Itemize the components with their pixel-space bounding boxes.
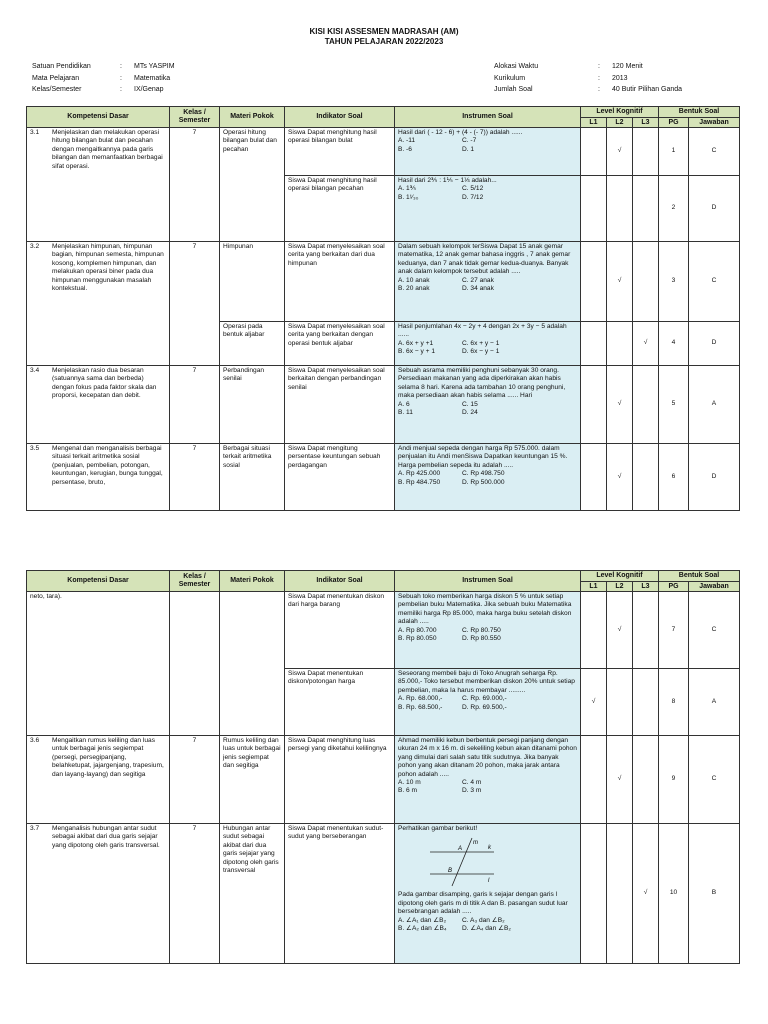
kd-text: neto, tara). bbox=[30, 593, 62, 600]
kelas-cell: 7 bbox=[170, 736, 220, 824]
option: B. 11 bbox=[398, 409, 413, 417]
option: B. 6 m bbox=[398, 787, 418, 795]
option: D. 7/12 bbox=[462, 193, 484, 201]
materi-cell: Perbandingan senilai bbox=[220, 366, 285, 444]
option: A. Rp. 68.000,- bbox=[398, 695, 443, 703]
option: C. -7 bbox=[462, 137, 477, 145]
col-bentuk-soal: Bentuk Soal bbox=[659, 107, 740, 118]
option-row bbox=[398, 185, 577, 193]
question-text: Seseorang membeli baju di Toko Anugrah seharga Rp. 85.000,- Toko tersebut memberikan diskon 20% untuk setiap pembelian, maka Ia harus membayar ......... bbox=[398, 670, 575, 694]
option: C. 4 m bbox=[462, 779, 482, 787]
jawaban-cell: C bbox=[689, 128, 740, 176]
document-subtitle: TAHUN PELAJARAN 2022/2023 bbox=[324, 37, 444, 46]
indikator-cell: Siswa Dapat menentukan diskon dari harga barang bbox=[285, 592, 395, 669]
label-A: A bbox=[458, 846, 463, 853]
level-l1 bbox=[581, 242, 607, 322]
option: C. 27 anak bbox=[462, 276, 494, 284]
meta-row bbox=[32, 73, 175, 85]
table-row bbox=[27, 242, 740, 322]
kd-cell bbox=[27, 444, 170, 511]
materi-cell: Rumus keliling dan luas untuk berbagai jenis segiempat dan segitiga bbox=[220, 736, 285, 824]
kd-cell bbox=[27, 736, 170, 824]
kd-text: Menjelaskan dan melakukan operasi hitung bilangan bulat dan pecahan dengan mengaitkannya pada garis bilangan dan memanfaatkan berbagai sifat operasi. bbox=[52, 129, 163, 170]
option: B. Rp 484.750 bbox=[398, 478, 441, 486]
option: B. Rp 80.050 bbox=[398, 635, 437, 643]
level-l2 bbox=[607, 176, 633, 242]
col-indikator-soal: Indikator Soal bbox=[285, 571, 395, 592]
option-row bbox=[398, 917, 577, 925]
materi-cell: Operasi pada bentuk aljabar bbox=[220, 322, 285, 366]
materi-cell: Berbagai situasi terkait aritmetika sosial bbox=[220, 444, 285, 511]
level-l2: √ bbox=[607, 128, 633, 176]
option: C. Rp 498.750 bbox=[462, 470, 505, 478]
kd-text: Mengenal dan menganalisis berbagai situasi terkait aritmetika sosial (penjualan, pembelian, potongan, keuntungan, kerugian, bunga tunggal, persentase, bruto, bbox=[52, 445, 163, 486]
option-row bbox=[398, 704, 577, 712]
option: D. Rp 80.550 bbox=[462, 635, 501, 643]
col-l1: L1 bbox=[581, 118, 607, 128]
jawaban-cell: A bbox=[689, 669, 740, 736]
level-l3 bbox=[633, 128, 659, 176]
meta-colon: : bbox=[598, 74, 600, 82]
kd-number: 3.7 bbox=[30, 825, 40, 832]
option: D. ∠A₄ dan ∠B₂ bbox=[462, 925, 511, 933]
kelas-cell bbox=[170, 592, 220, 736]
col-jawaban: Jawaban bbox=[689, 582, 740, 592]
meta-label: Alokasi Waktu bbox=[494, 63, 539, 70]
table-row bbox=[27, 824, 740, 964]
option-row bbox=[398, 137, 577, 145]
option: C. Rp. 69.000,- bbox=[462, 695, 507, 703]
level-l2: √ bbox=[607, 736, 633, 824]
kd-text: Menjelaskan rasio dua besaran (satuannya sama dan berbeda) dengan fokus pada faktor skala dan proporsi, kecepatan dan debit. bbox=[52, 367, 157, 400]
materi-cell: Hubungan antar sudut sebagai akibat dari dua garis sejajar yang dipotong oleh garis transversal bbox=[220, 824, 285, 964]
jawaban-cell: C bbox=[689, 592, 740, 669]
level-l3 bbox=[633, 736, 659, 824]
option: C. A₃ dan ∠B₂ bbox=[462, 916, 505, 924]
kd-text: Menjelaskan himpunan, himpunan bagian, himpunan semesta, himpunan kosong, komplemen himpunan, dan melakukan operasi biner pada dua himpunan menggunakan masalah kontekstual. bbox=[52, 243, 164, 293]
level-l3 bbox=[633, 669, 659, 736]
question-text: Dalam sebuah kelompok terSiswa Dapat 15 anak gemar matematika, 12 anak gemar bahasa inggris , 7 anak gemar keduanya, dan 7 anak tidak gemar kedua-duanya. Banyak anak dalam kelompok tersebut adalah ..... bbox=[398, 243, 571, 276]
pg-cell: 8 bbox=[659, 669, 689, 736]
pg-cell: 4 bbox=[659, 322, 689, 366]
option-row bbox=[398, 470, 577, 478]
option: A. 10 m bbox=[398, 779, 421, 787]
kd-number: 3.6 bbox=[30, 737, 40, 744]
instrumen-cell bbox=[395, 669, 581, 736]
col-bentuk-soal: Bentuk Soal bbox=[659, 571, 740, 582]
parallel-lines-figure bbox=[428, 836, 498, 888]
meta-row bbox=[494, 61, 682, 73]
option: D. 6x − y − 1 bbox=[462, 348, 500, 356]
option: B. ∠A₂ dan ∠B₄ bbox=[398, 925, 447, 933]
level-l1 bbox=[581, 444, 607, 511]
meta-row bbox=[32, 84, 175, 96]
level-l1 bbox=[581, 736, 607, 824]
table-row bbox=[27, 128, 740, 176]
jawaban-cell: D bbox=[689, 322, 740, 366]
kd-cell bbox=[27, 366, 170, 444]
meta-colon: : bbox=[598, 86, 600, 93]
question-text-2: Pada gambar disamping, garis k sejajar dengan garis l dipotong oleh garis m di titik A dan B. pasangan sudut luar bersebrangan adalah ..... bbox=[398, 891, 568, 916]
question-text: Hasil penjumlahan 4x − 2y + 4 dengan 2x + 3y − 5 adalah ...... bbox=[398, 323, 567, 339]
indikator-cell: Siswa Dapat menentukan diskon/potongan harga bbox=[285, 669, 395, 736]
kd-number: 3.5 bbox=[30, 445, 40, 452]
option: A. 6x + y +1 bbox=[398, 339, 434, 347]
option-row bbox=[398, 285, 577, 293]
col-kompetensi-dasar: Kompetensi Dasar bbox=[27, 571, 170, 592]
option-row bbox=[398, 925, 577, 933]
meta-value: IX/Genap bbox=[134, 86, 164, 93]
kelas-cell: 7 bbox=[170, 366, 220, 444]
option-row bbox=[398, 146, 577, 154]
indikator-cell: Siswa Dapat menghitung hasil operasi bilangan bulat bbox=[285, 128, 395, 176]
level-l3 bbox=[633, 444, 659, 511]
meta-colon: : bbox=[120, 74, 122, 82]
col-kelas-semester: Kelas / Semester bbox=[170, 571, 220, 592]
option: C. Rp 80.750 bbox=[462, 626, 501, 634]
kd-cell bbox=[27, 824, 170, 964]
meta-row bbox=[494, 73, 682, 85]
meta-right bbox=[494, 61, 682, 96]
meta-value: MTs YASPIM bbox=[134, 63, 175, 70]
level-l3: √ bbox=[633, 322, 659, 366]
materi-cell: Himpunan bbox=[220, 242, 285, 322]
instrumen-cell bbox=[395, 444, 581, 511]
option-row bbox=[398, 695, 577, 703]
option: D. Rp. 69.500,- bbox=[462, 703, 507, 711]
col-pg: PG bbox=[659, 118, 689, 128]
kelas-cell: 7 bbox=[170, 824, 220, 964]
pg-cell: 6 bbox=[659, 444, 689, 511]
option: A. -11 bbox=[398, 137, 416, 145]
option: B. 6x − y + 1 bbox=[398, 348, 436, 356]
question-text: Andi menjual sepeda dengan harga Rp 575.000. dalam penjualan itu Andi menSiswa Dapatkan keuntungan 15 %. Harga pembelian sepeda itu adalah ..... bbox=[398, 445, 568, 469]
pg-cell: 3 bbox=[659, 242, 689, 322]
meta-colon: : bbox=[598, 63, 600, 70]
level-l2 bbox=[607, 824, 633, 964]
option-row bbox=[398, 635, 577, 643]
meta-colon: : bbox=[120, 86, 122, 93]
level-l1 bbox=[581, 176, 607, 242]
indikator-cell: Siswa Dapat menyelesaikan soal cerita yang berkaitan dengan operasi bentuk aljabar bbox=[285, 322, 395, 366]
pg-cell: 5 bbox=[659, 366, 689, 444]
option: A. 6 bbox=[398, 400, 410, 408]
col-indikator-soal: Indikator Soal bbox=[285, 107, 395, 128]
kd-number: 3.2 bbox=[30, 243, 40, 250]
kd-number: 3.1 bbox=[30, 129, 40, 136]
option: D. 24 bbox=[462, 409, 478, 417]
kd-cell bbox=[27, 242, 170, 366]
col-level-kognitif: Level Kognitif bbox=[581, 571, 659, 582]
pg-cell: 10 bbox=[659, 824, 689, 964]
option: A. 10 anak bbox=[398, 276, 430, 284]
instrumen-cell bbox=[395, 176, 581, 242]
meta-colon: : bbox=[120, 63, 122, 70]
level-l3: √ bbox=[633, 824, 659, 964]
jawaban-cell: A bbox=[689, 366, 740, 444]
col-l2: L2 bbox=[607, 118, 633, 128]
option: A. Rp 425.000 bbox=[398, 470, 441, 478]
col-jawaban: Jawaban bbox=[689, 118, 740, 128]
kisi-table-page-1 bbox=[26, 106, 740, 511]
col-l2: L2 bbox=[607, 582, 633, 592]
option: C. 6x + y − 1 bbox=[462, 339, 500, 347]
kisi-table-page-2 bbox=[26, 570, 740, 964]
meta-value: 40 Butir Pilihan Ganda bbox=[612, 86, 683, 93]
option: B. 1¹⁄₃₀ bbox=[398, 193, 419, 201]
level-l3 bbox=[633, 176, 659, 242]
indikator-cell: Siswa Dapat menghitung hasil operasi bilangan pecahan bbox=[285, 176, 395, 242]
label-B: B bbox=[448, 868, 453, 875]
col-level-kognitif: Level Kognitif bbox=[581, 107, 659, 118]
col-instrumen-soal: Instrumen Soal bbox=[395, 107, 581, 128]
col-l1: L1 bbox=[581, 582, 607, 592]
kd-cell bbox=[27, 592, 170, 736]
kd-text: Menganalisis hubungan antar sudut sebagai akibat dari dua garis sejajar yang dipotong oleh garis transversal. bbox=[52, 825, 160, 849]
kelas-cell: 7 bbox=[170, 242, 220, 366]
indikator-cell: Siswa Dapat menghitung luas persegi yang diketahui kelilingnya bbox=[285, 736, 395, 824]
meta-label: Kurikulum bbox=[494, 74, 526, 82]
level-l3 bbox=[633, 592, 659, 669]
option: D. Rp 500.000 bbox=[462, 478, 505, 486]
question-text: Hasil dari 2⅗ : 1⅕ − 1⅓ adalah... bbox=[398, 177, 497, 184]
level-l2: √ bbox=[607, 592, 633, 669]
jawaban-cell: B bbox=[689, 824, 740, 964]
option: C. 15 bbox=[462, 400, 478, 408]
option: B. -6 bbox=[398, 145, 412, 153]
option-row bbox=[398, 340, 577, 348]
option-row bbox=[398, 401, 577, 409]
option-row bbox=[398, 194, 577, 202]
table-row bbox=[27, 736, 740, 824]
pg-cell: 9 bbox=[659, 736, 689, 824]
meta-value: Matematika bbox=[134, 74, 171, 82]
instrumen-cell bbox=[395, 128, 581, 176]
level-l1 bbox=[581, 128, 607, 176]
level-l3 bbox=[633, 366, 659, 444]
instrumen-cell bbox=[395, 242, 581, 322]
table-row bbox=[27, 444, 740, 511]
col-kompetensi-dasar: Kompetensi Dasar bbox=[27, 107, 170, 128]
table-row bbox=[27, 592, 740, 669]
col-l3: L3 bbox=[633, 582, 659, 592]
col-kelas-semester: Kelas / Semester bbox=[170, 107, 220, 128]
option-row bbox=[398, 779, 577, 787]
meta-value: 2013 bbox=[612, 74, 628, 82]
option: A. 1⅗ bbox=[398, 185, 417, 193]
option: B. 20 anak bbox=[398, 285, 430, 293]
jawaban-cell: D bbox=[689, 176, 740, 242]
indikator-cell: Siswa Dapat menyelesaikan soal cerita yang berkaitan dari dua himpunan bbox=[285, 242, 395, 322]
kelas-cell: 7 bbox=[170, 444, 220, 511]
instrumen-cell bbox=[395, 736, 581, 824]
level-l2: √ bbox=[607, 242, 633, 322]
indikator-cell: Siswa Dapat menentukan sudut- sudut yang berseberangan bbox=[285, 824, 395, 964]
meta-label: Mata Pelajaran bbox=[32, 74, 80, 82]
level-l1 bbox=[581, 824, 607, 964]
meta-label: Jumlah Soal bbox=[494, 86, 533, 93]
col-materi-pokok: Materi Pokok bbox=[220, 571, 285, 592]
jawaban-cell: C bbox=[689, 242, 740, 322]
kd-number: 3.4 bbox=[30, 367, 40, 374]
option: B. Rp. 68.500,- bbox=[398, 703, 443, 711]
instrumen-cell bbox=[395, 322, 581, 366]
col-l3: L3 bbox=[633, 118, 659, 128]
instrumen-cell bbox=[395, 824, 581, 964]
col-materi-pokok: Materi Pokok bbox=[220, 107, 285, 128]
level-l1: √ bbox=[581, 669, 607, 736]
materi-cell bbox=[220, 592, 285, 736]
meta-value: 120 Menit bbox=[612, 63, 643, 70]
level-l1 bbox=[581, 322, 607, 366]
pg-cell: 2 bbox=[659, 176, 689, 242]
option: C. 5/12 bbox=[462, 185, 484, 193]
option: D. 3 m bbox=[462, 787, 482, 795]
option-row bbox=[398, 627, 577, 635]
meta-row bbox=[494, 84, 682, 96]
option-row bbox=[398, 277, 577, 285]
level-l2: √ bbox=[607, 366, 633, 444]
option-row bbox=[398, 409, 577, 417]
level-l2: √ bbox=[607, 444, 633, 511]
instrumen-cell bbox=[395, 366, 581, 444]
question-text: Perhatikan gambar berikut! bbox=[398, 825, 478, 832]
meta-left bbox=[32, 61, 175, 96]
kd-text: Mengaitkan rumus keliling dan luas untuk berbagai jenis segiempat (persegi, persegipanjang, belahketupat, jajargenjang, trapesium, dan layang-layang) dan segitiga bbox=[52, 737, 164, 778]
option-row bbox=[398, 787, 577, 795]
question-text: Hasil dari ( - 12 - 6) + (4 - (- 7)) adalah ...... bbox=[398, 129, 523, 136]
level-l3 bbox=[633, 242, 659, 322]
pg-cell: 7 bbox=[659, 592, 689, 669]
meta-row bbox=[32, 61, 175, 73]
col-pg: PG bbox=[659, 582, 689, 592]
question-text: Sebuah toko memberikan harga diskon 5 % untuk setiap pembelian buku Matematika. Jika sebuah buku Matematika memiliki harga Rp 85.000, maka harga buku setelah diskon adalah ..... bbox=[398, 593, 572, 626]
table-row bbox=[27, 366, 740, 444]
col-instrumen-soal: Instrumen Soal bbox=[395, 571, 581, 592]
level-l2 bbox=[607, 322, 633, 366]
option-row bbox=[398, 479, 577, 487]
meta-label: Kelas/Semester bbox=[32, 86, 82, 93]
option: D. 34 anak bbox=[462, 285, 494, 293]
level-l2 bbox=[607, 669, 633, 736]
materi-cell: Operasi hitung bilangan bulat dan pecahan bbox=[220, 128, 285, 242]
question-text: Ahmad memiliki kebun berbentuk persegi panjang dengan ukuran 24 m x 16 m. di sekeliling kebun akan ditanami pohon yang dimulai dari salah satu titik sudutnya. Jika banyak pohon yang akan ditanam 20 pohon, maka jarak antara pohon adalah ..... bbox=[398, 737, 577, 778]
kd-cell bbox=[27, 128, 170, 242]
kelas-cell: 7 bbox=[170, 128, 220, 242]
document-title: KISI KISI ASSESMEN MADRASAH (AM) bbox=[309, 27, 459, 36]
option: D. 1 bbox=[462, 145, 475, 153]
indikator-cell: Siswa Dapat menyelesaikan soal berkaitan dengan perbandingan senilai bbox=[285, 366, 395, 444]
option: A. Rp 80.700 bbox=[398, 626, 437, 634]
level-l1 bbox=[581, 366, 607, 444]
jawaban-cell: D bbox=[689, 444, 740, 511]
meta-label: Satuan Pendidikan bbox=[32, 63, 91, 70]
option-row bbox=[398, 348, 577, 356]
question-text: Sebuah asrama memiliki penghuni sebanyak 30 orang. Persediaan makanan yang ada diperkirakan akan habis selama 8 hari. Karena ada tambahan 10 orang penghuni, maka persediaan akan habis selama ...... Hari bbox=[398, 367, 566, 400]
label-k: k bbox=[488, 845, 491, 852]
pg-cell: 1 bbox=[659, 128, 689, 176]
option: A. ∠A₁ dan ∠B₂ bbox=[398, 916, 447, 924]
instrumen-cell bbox=[395, 592, 581, 669]
indikator-cell: Siswa Dapat mengitung persentase keuntungan sebuah perdagangan bbox=[285, 444, 395, 511]
level-l1 bbox=[581, 592, 607, 669]
label-m: m bbox=[473, 840, 478, 847]
jawaban-cell: C bbox=[689, 736, 740, 824]
label-l: l bbox=[488, 878, 490, 885]
